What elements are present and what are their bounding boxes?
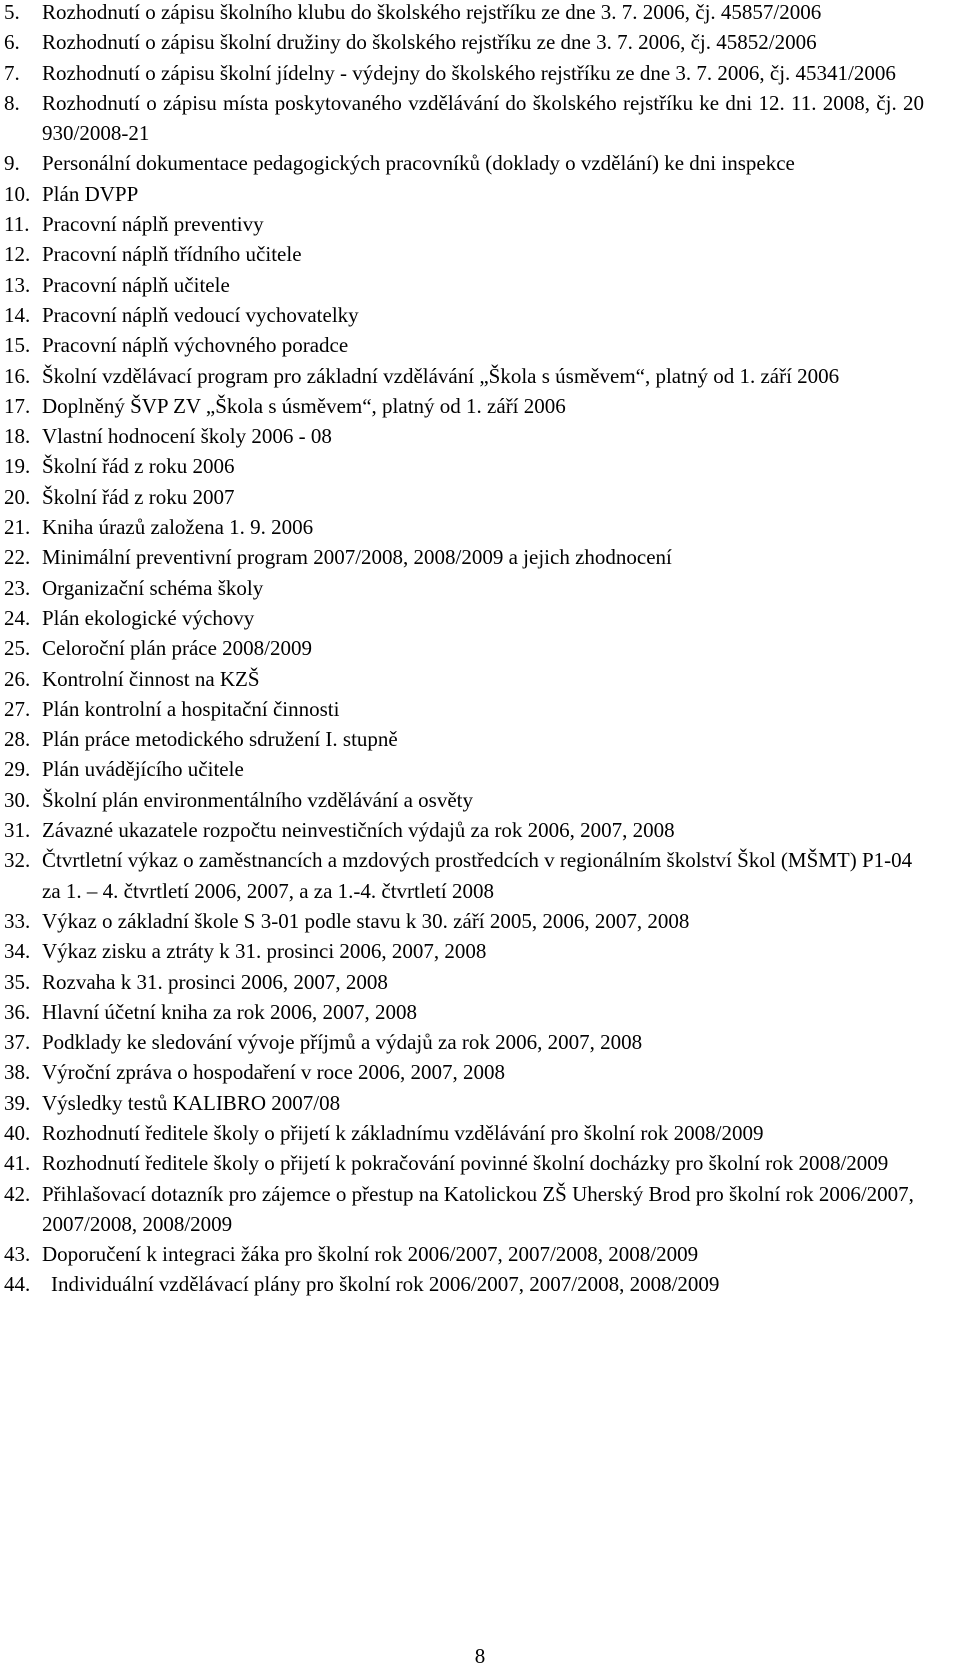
list-item [4, 88, 924, 149]
list-item [4, 0, 924, 27]
item-text: Plán ekologické výchovy [42, 605, 255, 630]
item-text: Minimální preventivní program 2007/2008, 2008/2009 a jejich zhodnocení [42, 545, 672, 570]
list-item [4, 724, 924, 754]
item-text: Rozhodnutí o zápisu místa poskytovaného vzdělávání do školského rejstříku ke dni 12. 11. 2008, čj. 20 930/2008-21 [42, 90, 924, 146]
item-text: Rozhodnutí o zápisu školní družiny do školského rejstříku ze dne 3. 7. 2006, čj. 45852/2006 [42, 30, 817, 55]
list-item [4, 512, 924, 542]
list-item [4, 1057, 924, 1087]
item-text: Vlastní hodnocení školy 2006 - 08 [42, 424, 332, 449]
list-item [4, 270, 924, 300]
item-number: 26. [4, 666, 31, 691]
item-text: Kontrolní činnost na KZŠ [42, 666, 260, 691]
item-number: 42. [4, 1181, 31, 1206]
item-number: 41. [4, 1151, 31, 1176]
list-item [4, 1088, 924, 1118]
item-text: Pracovní náplň učitele [42, 272, 230, 297]
item-text: Pracovní náplň preventivy [42, 212, 264, 237]
item-text: Celoroční plán práce 2008/2009 [42, 636, 313, 661]
list-item [4, 209, 924, 239]
list-item [4, 148, 924, 178]
item-number: 15. [4, 333, 31, 358]
item-number: 16. [4, 363, 31, 388]
item-number: 44. [4, 1272, 31, 1297]
list-item [4, 391, 924, 421]
list-item [4, 58, 924, 88]
item-number: 39. [4, 1090, 31, 1115]
item-number: 31. [4, 818, 31, 843]
item-text: Výsledky testů KALIBRO 2007/08 [42, 1090, 341, 1115]
page-number: 8 [474, 1644, 486, 1668]
document-list [4, 0, 924, 1300]
list-item [4, 300, 924, 330]
item-number: 29. [4, 757, 31, 782]
item-text: Rozhodnutí o zápisu školního klubu do školského rejstříku ze dne 3. 7. 2006, čj. 45857/2006 [42, 0, 822, 24]
list-item [4, 694, 924, 724]
item-number: 9. [4, 151, 20, 176]
item-text: Školní řád z roku 2006 [42, 454, 235, 479]
item-text: Plán práce metodického sdružení I. stupně [42, 727, 398, 752]
list-item [4, 906, 924, 936]
item-text: Pracovní náplň výchovného poradce [42, 333, 349, 358]
list-item [4, 1239, 924, 1269]
list-item [4, 361, 924, 391]
list-item [4, 542, 924, 572]
item-number: 34. [4, 939, 31, 964]
item-number: 27. [4, 696, 31, 721]
list-item [4, 967, 924, 997]
item-text: Plán kontrolní a hospitační činnosti [42, 696, 340, 721]
item-text: Výkaz zisku a ztráty k 31. prosinci 2006, 2007, 2008 [42, 939, 487, 964]
list-item [4, 451, 924, 481]
item-number: 7. [4, 60, 20, 85]
item-number: 20. [4, 484, 31, 509]
item-text: Doporučení k integraci žáka pro školní rok 2006/2007, 2007/2008, 2008/2009 [42, 1242, 699, 1267]
item-number: 24. [4, 605, 31, 630]
item-text: Školní řád z roku 2007 [42, 484, 235, 509]
item-text: Individuální vzdělávací plány pro školní rok 2006/2007, 2007/2008, 2008/2009 [51, 1272, 720, 1297]
item-number: 21. [4, 515, 31, 540]
list-item [4, 936, 924, 966]
item-text: Pracovní náplň třídního učitele [42, 242, 302, 267]
item-number: 12. [4, 242, 31, 267]
item-number: 36. [4, 999, 31, 1024]
item-text: Pracovní náplň vedoucí vychovatelky [42, 302, 359, 327]
item-text: Čtvrtletní výkaz o zaměstnancích a mzdových prostředcích v regionálním školství Škol (MŠMT) P1-04 za 1. – 4. čtvrtletí 2006, 2007, a za 1.-4. čtvrtletí 2008 [42, 848, 913, 903]
list-item [4, 633, 924, 663]
item-text: Rozhodnutí ředitele školy o přijetí k pokračování povinné školní docházky pro školní rok 2008/2009 [42, 1151, 889, 1176]
item-text: Školní vzdělávací program pro základní vzdělávání „Škola s úsměvem“, platný od 1. září 2006 [42, 363, 840, 388]
list-item [4, 482, 924, 512]
item-text: Personální dokumentace pedagogických pracovníků (doklady o vzdělání) ke dni inspekce [42, 151, 795, 176]
item-number: 40. [4, 1120, 31, 1145]
list-item [4, 1179, 924, 1240]
item-number: 25. [4, 636, 31, 661]
list-item [4, 603, 924, 633]
item-text: Závazné ukazatele rozpočtu neinvestičních výdajů za rok 2006, 2007, 2008 [42, 818, 675, 843]
list-item [4, 785, 924, 815]
item-text: Hlavní účetní kniha za rok 2006, 2007, 2008 [42, 999, 418, 1024]
item-number: 14. [4, 302, 31, 327]
list-item [4, 573, 924, 603]
item-number: 13. [4, 272, 31, 297]
item-number: 30. [4, 787, 31, 812]
item-text: Plán DVPP [42, 181, 139, 206]
item-number: 6. [4, 30, 20, 55]
item-text: Rozhodnutí ředitele školy o přijetí k základnímu vzdělávání pro školní rok 2008/2009 [42, 1120, 764, 1145]
list-item [4, 179, 924, 209]
item-number: 8. [4, 90, 20, 115]
item-text: Výkaz o základní škole S 3-01 podle stavu k 30. září 2005, 2006, 2007, 2008 [42, 908, 690, 933]
list-item [4, 1027, 924, 1057]
item-text: Rozhodnutí o zápisu školní jídelny - výdejny do školského rejstříku ze dne 3. 7. 2006, čj. 45341/2006 [42, 60, 896, 85]
item-text: Organizační schéma školy [42, 575, 264, 600]
item-number: 38. [4, 1060, 31, 1085]
item-number: 11. [4, 212, 30, 237]
list-item [4, 997, 924, 1027]
item-number: 37. [4, 1030, 31, 1055]
item-number: 10. [4, 181, 31, 206]
list-item [4, 1118, 924, 1148]
item-text: Plán uvádějícího učitele [42, 757, 244, 782]
item-text: Rozvaha k 31. prosinci 2006, 2007, 2008 [42, 969, 388, 994]
list-item [4, 815, 924, 845]
item-number: 43. [4, 1242, 31, 1267]
list-item [4, 754, 924, 784]
list-item [4, 664, 924, 694]
item-text: Kniha úrazů založena 1. 9. 2006 [42, 515, 314, 540]
item-number: 17. [4, 393, 31, 418]
item-number: 22. [4, 545, 31, 570]
item-number: 33. [4, 908, 31, 933]
item-number: 19. [4, 454, 31, 479]
item-text: Podklady ke sledování vývoje příjmů a výdajů za rok 2006, 2007, 2008 [42, 1030, 643, 1055]
list-item [4, 239, 924, 269]
list-item [4, 330, 924, 360]
list-item [4, 845, 924, 906]
list-item [4, 1269, 924, 1299]
item-number: 32. [4, 848, 31, 873]
list-item [4, 1148, 924, 1178]
item-number: 5. [4, 0, 20, 24]
item-number: 18. [4, 424, 31, 449]
list-item [4, 421, 924, 451]
item-text: Školní plán environmentálního vzdělávání a osvěty [42, 787, 473, 812]
item-text: Výroční zpráva o hospodaření v roce 2006, 2007, 2008 [42, 1060, 506, 1085]
item-number: 23. [4, 575, 31, 600]
item-text: Doplněný ŠVP ZV „Škola s úsměvem“, platný od 1. září 2006 [42, 393, 566, 418]
item-number: 35. [4, 969, 31, 994]
list-item [4, 27, 924, 57]
item-number: 28. [4, 727, 31, 752]
item-text: Přihlašovací dotazník pro zájemce o přestup na Katolickou ZŠ Uherský Brod pro školní rok 2006/2007, 2007/2008, 2008/2009 [42, 1181, 914, 1236]
